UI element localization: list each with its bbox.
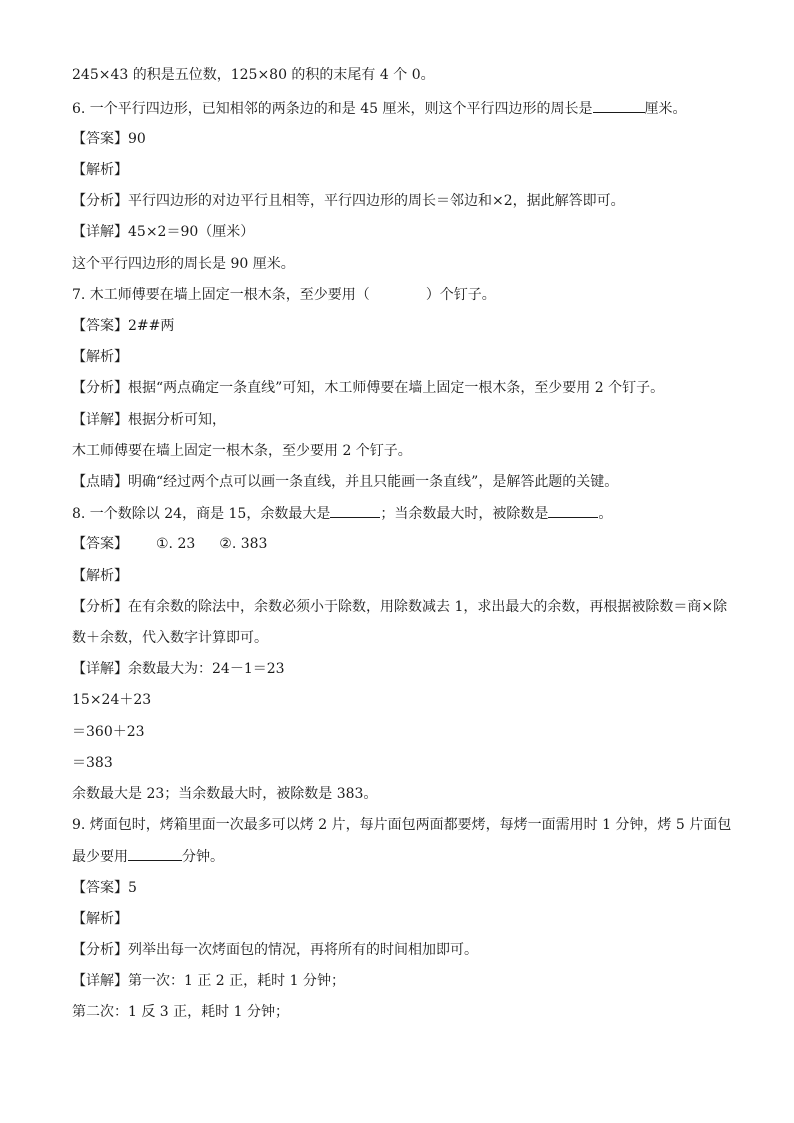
answer-line	[72, 129, 146, 149]
answer-blank	[593, 98, 645, 113]
question-6	[72, 98, 687, 119]
detail-text: 【详解】第一次：1 正 2 正，耗时 1 分钟；	[72, 973, 345, 989]
answer-item-1: ①. 23	[156, 536, 196, 552]
analysis-text: 【分析】列举出每一次烤面包的情况，再将所有的时间相加即可。	[72, 942, 478, 958]
analysis-heading	[72, 160, 128, 180]
text-line	[72, 254, 295, 274]
analysis-line	[72, 191, 625, 211]
question-6-unit: 厘米。	[644, 101, 687, 117]
analysis-text: 【分析】平行四边形的对边平行且相等，平行四边形的周长＝邻边和×2，据此解答即可。	[72, 193, 625, 209]
analysis-text: 【分析】在有余数的除法中，余数必须小于除数，用除数减去 1，求出最大的余数，再根据被除数＝商×除	[72, 599, 728, 615]
line-text: 245×43 的积是五位数，125×80 的积的末尾有 4 个 0。	[72, 67, 435, 83]
answer-item-2: ②. 383	[219, 536, 268, 552]
line-text: 第二次：1 反 3 正，耗时 1 分钟；	[72, 1004, 289, 1020]
analysis-line	[72, 628, 268, 648]
analysis-line	[72, 378, 664, 398]
answer-blank	[330, 503, 380, 518]
question-7-text: 7. 木工师傅要在墙上固定一根木条，至少要用（	[72, 287, 370, 303]
detail-line	[72, 659, 285, 679]
text-line	[72, 784, 377, 804]
text-line	[72, 1002, 289, 1022]
text-line	[72, 441, 412, 461]
question-9-unit: 分钟。	[182, 849, 224, 865]
question-9-cont	[72, 846, 224, 867]
question-8	[72, 503, 612, 524]
line-text: 木工师傅要在墙上固定一根木条，至少要用 2 个钉子。	[72, 443, 412, 459]
question-8-text: 8. 一个数除以 24，商是 15，余数最大是	[72, 506, 331, 522]
question-9	[72, 815, 731, 835]
equation-text: ＝383	[72, 755, 113, 771]
question-7	[72, 285, 496, 305]
detail-line	[72, 971, 345, 991]
analysis-heading-text: 【解析】	[72, 349, 128, 365]
equation-line	[72, 690, 151, 710]
answer-line	[72, 878, 137, 898]
analysis-text: 数＋余数，代入数字计算即可。	[72, 630, 268, 646]
analysis-heading	[72, 347, 128, 367]
key-point-line	[72, 472, 618, 492]
question-7-tail: ）个钉子。	[425, 287, 496, 303]
detail-text: 【详解】根据分析可知，	[72, 412, 226, 428]
answer-text: 【答案】90	[72, 131, 146, 147]
answer-text: 【答案】2##两	[72, 318, 175, 334]
analysis-heading-text: 【解析】	[72, 911, 128, 927]
question-8-mid: ；当余数最大时，被除数是	[380, 506, 549, 522]
question-8-tail: 。	[598, 506, 613, 522]
question-9-text: 最少要用	[72, 849, 128, 865]
analysis-text: 【分析】根据“两点确定一条直线”可知，木工师傅要在墙上固定一根木条，至少要用 2 个钉子。	[72, 380, 665, 396]
answer-line	[72, 316, 174, 336]
answer-label: 【答案】	[72, 536, 128, 552]
detail-text: 【详解】45×2＝90（厘米）	[72, 224, 255, 240]
analysis-line	[72, 597, 727, 617]
analysis-heading-text: 【解析】	[72, 568, 128, 584]
key-point-text: 【点睛】明确“经过两个点可以画一条直线，并且只能画一条直线”，是解答此题的关键。	[72, 474, 619, 490]
equation-text: 15×24＋23	[72, 692, 152, 708]
equation-line	[72, 753, 113, 773]
equation-text: ＝360＋23	[72, 724, 145, 740]
answer-text: 【答案】5	[72, 880, 137, 896]
question-6-text: 6. 一个平行四边形，已知相邻的两条边的和是 45 厘米，则这个平行四边形的周长是	[72, 101, 593, 117]
answer-blank	[128, 846, 182, 861]
question-9-text: 9. 烤面包时，烤箱里面一次最多可以烤 2 片，每片面包两面都要烤，每烤一面需用时 1 分钟，烤 5 片面包	[72, 817, 732, 833]
detail-text: 【详解】余数最大为：24－1＝23	[72, 661, 285, 677]
analysis-heading	[72, 909, 128, 929]
detail-line	[72, 222, 254, 242]
analysis-line	[72, 940, 478, 960]
text-line	[72, 65, 435, 85]
line-text: 余数最大是 23；当余数最大时，被除数是 383。	[72, 786, 378, 802]
equation-line	[72, 722, 145, 742]
answer-blank	[548, 503, 598, 518]
line-text: 这个平行四边形的周长是 90 厘米。	[72, 256, 295, 272]
analysis-heading	[72, 566, 128, 586]
detail-line	[72, 410, 226, 430]
answer-line	[72, 534, 267, 554]
analysis-heading-text: 【解析】	[72, 162, 128, 178]
